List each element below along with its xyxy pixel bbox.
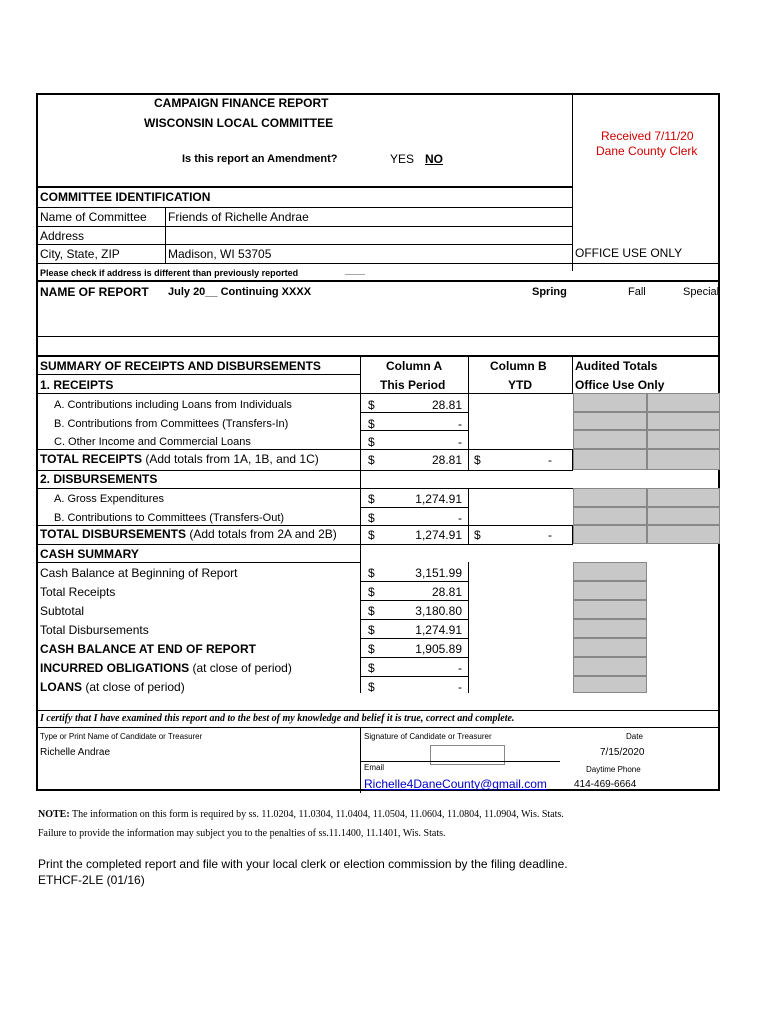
disb-row-a-dollar: $ (368, 492, 375, 506)
cash-receipts-label: Total Receipts (40, 585, 116, 599)
report-fall[interactable]: Fall (628, 286, 646, 298)
cash-end-dollar: $ (368, 642, 375, 656)
received-stamp: Received 7/11/20 (601, 129, 694, 143)
form-title-1: CAMPAIGN FINANCE REPORT (154, 96, 329, 110)
total-receipts-value[interactable]: 28.81 (431, 453, 462, 467)
disb-row-a-label: A. Gross Expenditures (54, 493, 165, 505)
cash-subtotal-label: Subtotal (40, 604, 85, 618)
summary-heading: SUMMARY OF RECEIPTS AND DISBURSEMENTS (40, 359, 321, 373)
name-label: Type or Print Name of Candidate or Treasurer (40, 732, 203, 741)
column-a-heading: Column A (386, 359, 443, 373)
legal-note: NOTE: The information on this form is required by ss. 11.0204, 11.0304, 11.0404, 11.0504, 11.0604, 11.0804, 11.0904, Wis. Stats. (38, 809, 564, 820)
disbursements-heading: 2. DISBURSEMENTS (40, 472, 158, 486)
cash-disbursements-dollar: $ (368, 623, 375, 637)
cash-begin-dollar: $ (368, 566, 375, 580)
address-label: Address (40, 229, 85, 243)
report-special[interactable]: Special (683, 286, 720, 298)
treasurer-name[interactable]: Richelle Andrae (40, 747, 111, 758)
committee-name-value[interactable]: Friends of Richelle Andrae (168, 210, 309, 224)
loans-label: LOANS (at close of period) (40, 680, 185, 694)
column-b-subheading: YTD (508, 378, 532, 392)
cash-end-value[interactable]: 1,905.89 (415, 642, 462, 656)
total-receipts-ytd-value[interactable]: - (548, 453, 552, 467)
signature-label: Signature of Candidate or Treasurer (364, 732, 492, 741)
cash-end-label: CASH BALANCE AT END OF REPORT (40, 642, 256, 656)
signature-field[interactable] (430, 745, 505, 765)
amendment-question: Is this report an Amendment? (182, 153, 338, 165)
phone-value[interactable]: 414-469-6664 (574, 779, 637, 790)
amendment-no[interactable]: NO (425, 152, 443, 166)
receipt-row-c-dollar: $ (368, 435, 375, 449)
cash-disbursements-value[interactable]: 1,274.91 (415, 623, 462, 637)
report-spring[interactable]: Spring (532, 286, 567, 298)
campaign-finance-form (36, 93, 720, 791)
cash-receipts-value[interactable]: 28.81 (431, 585, 462, 599)
certification-statement: I certify that I have examined this report and to the best of my knowledge and belief it is true, correct and complete. (40, 713, 515, 724)
total-disbursements-label: TOTAL DISBURSEMENTS (Add totals from 2A and 2B) (40, 527, 337, 541)
city-value[interactable]: Madison, WI 53705 (168, 247, 272, 261)
address-change-checkbox[interactable]: ____ (345, 266, 366, 276)
form-id: ETHCF-2LE (01/16) (38, 873, 145, 887)
loans-value[interactable]: - (458, 680, 462, 694)
audited-heading: Audited Totals (575, 359, 658, 373)
report-name-label: NAME OF REPORT (40, 285, 149, 299)
incurred-dollar: $ (368, 661, 375, 675)
cash-summary-heading: CASH SUMMARY (40, 547, 139, 561)
disb-row-b-value[interactable]: - (458, 511, 462, 525)
total-receipts-label: TOTAL RECEIPTS (Add totals from 1A, 1B, and 1C) (40, 452, 319, 466)
receipt-row-a-value[interactable]: 28.81 (431, 398, 462, 412)
incurred-value[interactable]: - (458, 661, 462, 675)
receipt-row-c-label: C. Other Income and Commercial Loans (54, 436, 251, 448)
total-receipts-ytd-dollar: $ (474, 453, 481, 467)
receipt-row-a-label: A. Contributions including Loans from Individuals (54, 399, 292, 411)
amendment-yes[interactable]: YES (390, 152, 415, 166)
receipt-row-a-dollar: $ (368, 398, 375, 412)
total-disb-value[interactable]: 1,274.91 (415, 528, 462, 542)
disb-row-b-label: B. Contributions to Committees (Transfers-Out) (54, 512, 285, 524)
clerk-stamp: Dane County Clerk (596, 144, 698, 158)
report-name-value[interactable]: July 20__ Continuing XXXX (168, 286, 312, 298)
column-b-heading: Column B (490, 359, 547, 373)
disb-row-b-dollar: $ (368, 511, 375, 525)
receipt-row-b-dollar: $ (368, 417, 375, 431)
total-disb-ytd-value[interactable]: - (548, 528, 552, 542)
disb-row-a-value[interactable]: 1,274.91 (415, 492, 462, 506)
loans-dollar: $ (368, 680, 375, 694)
column-a-subheading: This Period (380, 378, 446, 392)
total-disb-dollar: $ (368, 528, 375, 542)
address-change-note: Please check if address is different than previously reported (40, 268, 299, 278)
email-label: Email (364, 763, 385, 772)
office-use-label: OFFICE USE ONLY (575, 246, 683, 260)
committee-name-label: Name of Committee (40, 210, 147, 224)
total-receipts-dollar: $ (368, 453, 375, 467)
total-disb-ytd-dollar: $ (474, 528, 481, 542)
receipts-heading: 1. RECEIPTS (40, 378, 114, 392)
cash-disbursements-label: Total Disbursements (40, 623, 149, 637)
audited-subheading: Office Use Only (575, 378, 665, 392)
committee-heading: COMMITTEE IDENTIFICATION (40, 190, 211, 204)
receipt-row-c-value[interactable]: - (458, 435, 462, 449)
cash-begin-value[interactable]: 3,151.99 (415, 566, 462, 580)
cash-subtotal-dollar: $ (368, 604, 375, 618)
date-label: Date (626, 732, 643, 741)
receipt-row-b-label: B. Contributions from Committees (Transfers-In) (54, 418, 289, 430)
cash-subtotal-value[interactable]: 3,180.80 (415, 604, 462, 618)
phone-label: Daytime Phone (586, 765, 641, 774)
city-label: City, State, ZIP (40, 247, 120, 261)
receipt-row-b-value[interactable]: - (458, 417, 462, 431)
email-value[interactable]: Richelle4DaneCounty@gmail.com (364, 777, 547, 791)
cash-begin-label: Cash Balance at Beginning of Report (40, 566, 238, 580)
filing-instruction: Print the completed report and file with your local clerk or election commission by the filing deadline. (38, 857, 568, 871)
incurred-label: INCURRED OBLIGATIONS (at close of period) (40, 661, 292, 675)
form-title-2: WISCONSIN LOCAL COMMITTEE (144, 116, 334, 130)
cash-receipts-dollar: $ (368, 585, 375, 599)
penalty-note: Failure to provide the information may subject you to the penalties of ss.11.1400, 11.1401, Wis. Stats. (38, 828, 446, 839)
date-value[interactable]: 7/15/2020 (600, 747, 645, 758)
